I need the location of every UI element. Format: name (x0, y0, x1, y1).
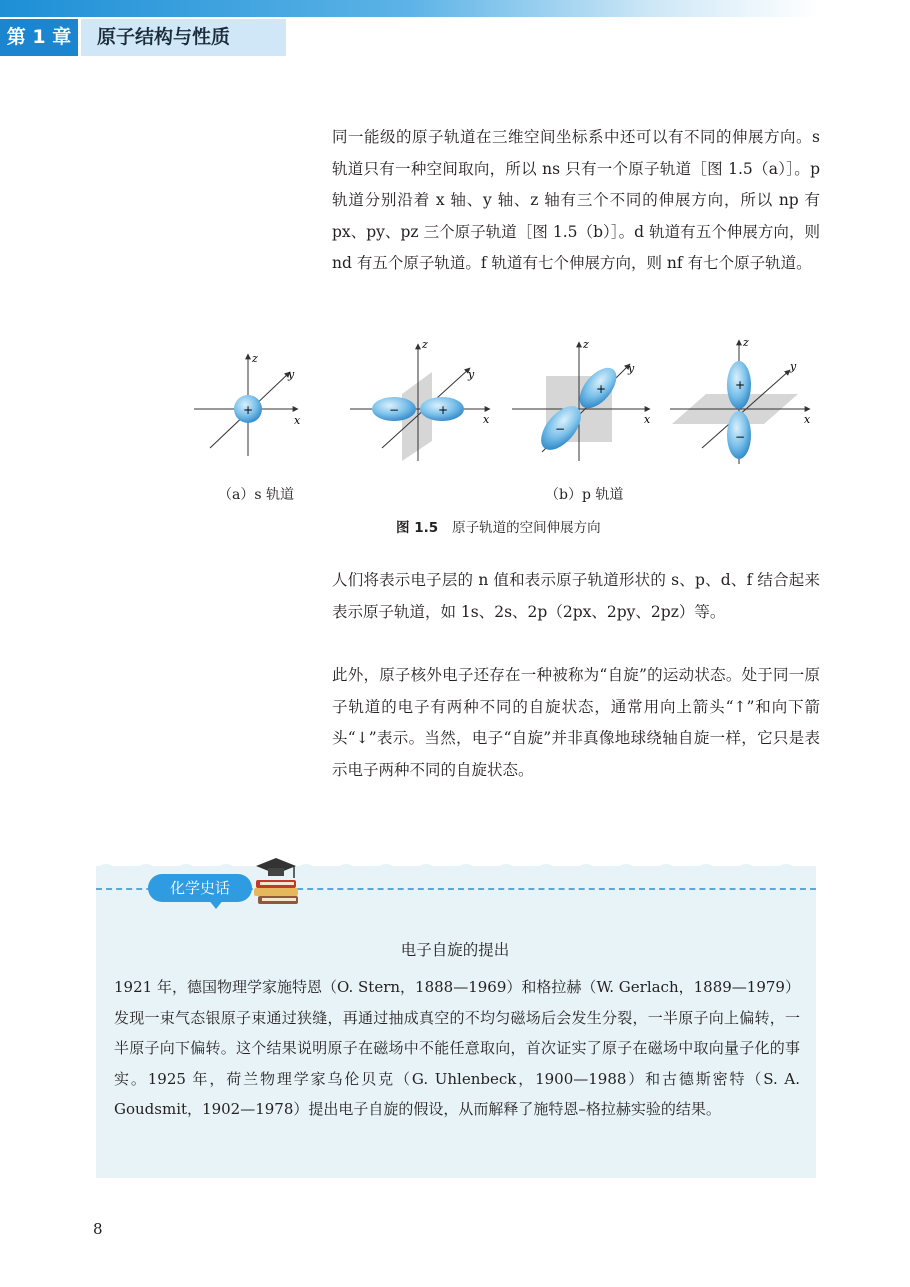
axis-y-label: y (468, 368, 475, 381)
plus-sign: + (243, 403, 254, 417)
sub-caption-p: （b）p 轨道 (545, 487, 624, 503)
minus-sign: − (735, 430, 746, 444)
axis-x-label: x (294, 414, 301, 427)
chapter-label: 第 1 章 (0, 19, 78, 56)
py-orbital-panel (512, 338, 651, 461)
history-title: 电子自旋的提出 (400, 941, 510, 959)
paragraph-orbital-notation: 人们将表示电子层的 n 值和表示原子轨道形状的 s、p、d、f 结合起来表示原子轨道，如 1s、2s、2p（2px、2py、2pz）等。 (332, 571, 820, 621)
orbital-figure (186, 336, 816, 506)
axis-x-label: x (804, 413, 811, 426)
axis-z-label: z (583, 338, 589, 351)
axis-z-label: z (252, 352, 258, 365)
axis-y-label: y (628, 362, 635, 375)
minus-sign: − (555, 422, 566, 436)
figure-caption (396, 516, 601, 536)
chapter-header (0, 0, 910, 60)
paragraph-orbital-directions: 同一能级的原子轨道在三维空间坐标系中还可以有不同的伸展方向。s 轨道只有一种空间取向，所以 ns 只有一个原子轨道［图 1.5（a）］。p 轨道分别沿着 x 轴、y 轴、z 轴有三个不同的伸展方向，所以 np 有 px、py、pz 三个原子轨道［图 1.5（b）］。d 轨道有五个伸展方向，则 nd 有五个原子轨道。f 轨道有七个伸展方向，则 nf 有七个原子轨道。 (332, 128, 820, 272)
paragraph-electron-spin: 此外，原子核外电子还存在一种被称为“自旋”的运动状态。处于同一原子轨道的电子有两种不同的自旋状态，通常用向上箭头“↑”和向下箭头“↓”表示。当然，电子“自旋”并非真像地球绕轴自旋一样，它只是表示电子两种不同的自旋状态。 (332, 666, 820, 779)
px-orbital-panel (350, 338, 490, 461)
sub-caption-s: （a）s 轨道 (218, 487, 294, 503)
books-graduation-cap-icon (248, 852, 304, 912)
plus-sign: + (735, 378, 746, 392)
chapter-title: 原子结构与性质 (81, 19, 286, 56)
axis-y-label: y (288, 368, 295, 381)
history-body: 1921 年，德国物理学家施特恩（O. Stern，1888—1969）和格拉赫（W. Gerlach，1889—1979）发现一束气态银原子束通过狭缝，再通过抽成真空的不均匀磁场后会发生分裂，一半原子向上偏转，一半原子向下偏转。这个结果说明原子在磁场中不能任意取向，首次证实了原子在磁场中取向量子化的事实。1925 年，荷兰物理学家乌伦贝克（G. Uhlenbeck，1900—1988）和古德斯密特（S. A. Goudsmit，1902—1978）提出电子自旋的假设，从而解释了施特恩–格拉赫实验的结果。 (114, 978, 800, 1118)
history-tag: 化学史话 (148, 874, 252, 902)
figure-caption-label: 图 1.5 (396, 520, 439, 536)
page-number: 8 (93, 1220, 103, 1238)
plus-sign: + (596, 382, 607, 396)
pz-orbital-panel (670, 336, 811, 464)
s-orbital-panel (194, 352, 301, 456)
axis-z-label: z (743, 336, 749, 349)
plus-sign: + (438, 403, 449, 417)
header-gradient-bar (0, 0, 910, 17)
axis-z-label: z (422, 338, 428, 351)
axis-y-label: y (790, 360, 797, 373)
wave-border (96, 856, 816, 876)
axis-x-label: x (483, 413, 490, 426)
figure-caption-text: 原子轨道的空间伸展方向 (452, 520, 601, 536)
axis-x-label: x (644, 413, 651, 426)
minus-sign: − (389, 403, 400, 417)
